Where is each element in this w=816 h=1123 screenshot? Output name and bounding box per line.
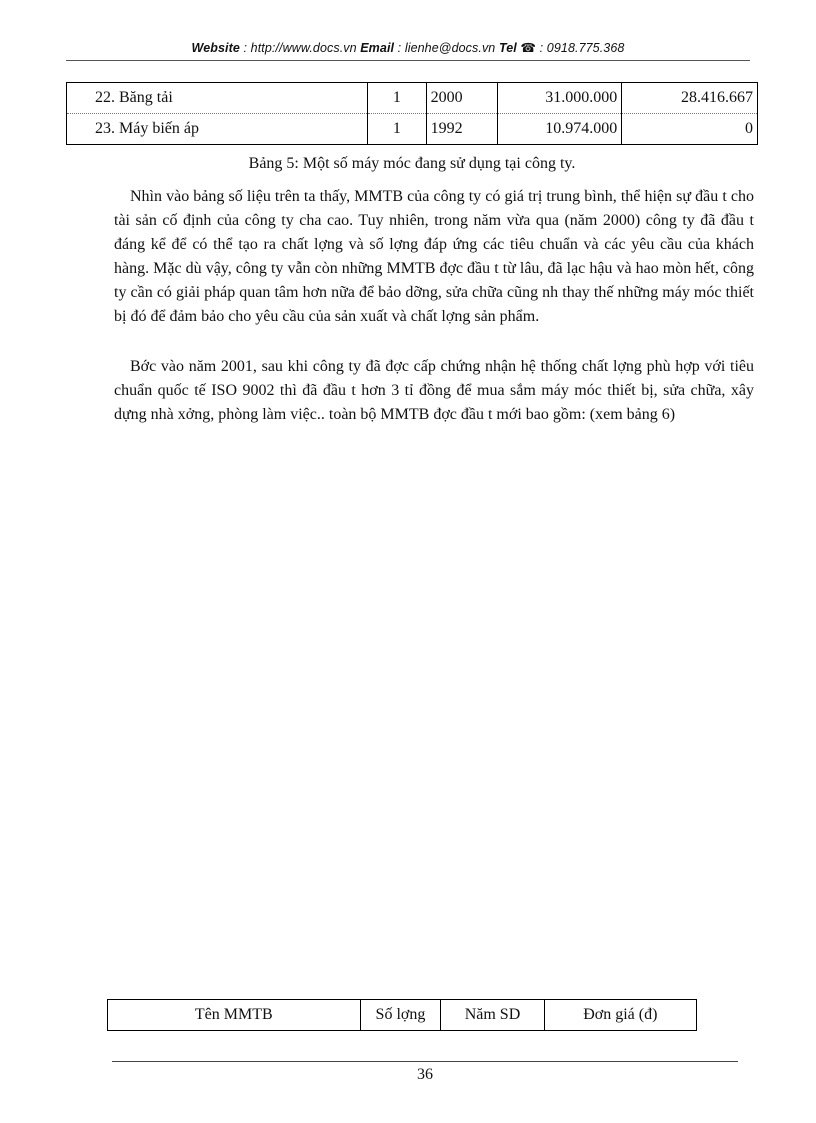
header-divider xyxy=(66,60,750,61)
machine-year: 2000 xyxy=(426,83,497,114)
column-header-quantity: Số lợng xyxy=(360,1000,441,1031)
machine-quantity: 1 xyxy=(368,114,427,145)
email-sep: : xyxy=(394,41,405,55)
table-caption: Bảng 5: Một số máy móc đang sử dụng tại công ty. xyxy=(248,155,576,172)
machine-name: 22. Băng tải xyxy=(67,83,368,114)
machine-quantity: 1 xyxy=(368,83,427,114)
tel-sep: : xyxy=(536,41,547,55)
column-header-price: Đơn giá (đ) xyxy=(544,1000,696,1031)
column-header-name: Tên MMTB xyxy=(108,1000,361,1031)
page-header xyxy=(66,40,750,55)
table-row xyxy=(67,114,758,145)
machine-price: 31.000.000 xyxy=(497,83,621,114)
machine-price: 10.974.000 xyxy=(497,114,621,145)
tel-value: 0918.775.368 xyxy=(546,41,625,55)
body-paragraph: Nhìn vào bảng số liệu trên ta thấy, MMTB của công ty có giá trị trung bình, thể hiện sự đầu t cho tài sản cố định của công ty cha cao. Tuy nhiên, trong năm vừa qua (năm 2000) công ty đã đầu t đáng kể để có thể tạo ra chất lợng và số lợng đáp ứng các tiêu chuẩn và các yêu cầu của khách hàng. Mặc dù vậy, công ty vẫn còn những MMTB đợc đầu t từ lâu, đã lạc hậu và hao mòn hết, công ty cần có giải pháp quan tâm hơn nữa để bảo dỡng, sửa chữa cũng nh thay thế những máy móc thiết bị đó để đảm bảo cho yêu cầu của sản xuất và chất lợng sản phẩm. xyxy=(114,188,754,325)
website-label: Website xyxy=(191,41,240,55)
machine-residual-value: 0 xyxy=(622,114,758,145)
tel-label: Tel ☎ xyxy=(498,41,537,55)
machinery-table xyxy=(66,82,758,145)
page-number: 36 xyxy=(417,1066,433,1083)
table-row xyxy=(67,83,758,114)
footer-divider xyxy=(112,1061,738,1062)
body-paragraph: Bớc vào năm 2001, sau khi công ty đã đợc cấp chứng nhận hệ thống chất lợng phù hợp với tiêu chuẩn quốc tế ISO 9002 thì đã đầu t hơn 3 tỉ đồng để mua sắm máy móc thiết bị, sửa chữa, xây dựng nhà xởng, phòng làm việc.. toàn bộ MMTB đợc đầu t mới bao gồm: (xem bảng 6) xyxy=(114,358,754,423)
website-sep: : xyxy=(239,41,251,55)
machine-name: 23. Máy biến áp xyxy=(67,114,368,145)
table-header-row xyxy=(108,1000,697,1031)
website-url[interactable]: http://www.docs.vn xyxy=(250,41,357,55)
email-value[interactable]: lienhe@docs.vn xyxy=(404,41,496,55)
email-label: Email xyxy=(360,41,395,55)
machine-year: 1992 xyxy=(426,114,497,145)
column-header-year: Năm SD xyxy=(441,1000,544,1031)
machine-residual-value: 28.416.667 xyxy=(622,83,758,114)
new-machinery-table xyxy=(107,999,697,1031)
